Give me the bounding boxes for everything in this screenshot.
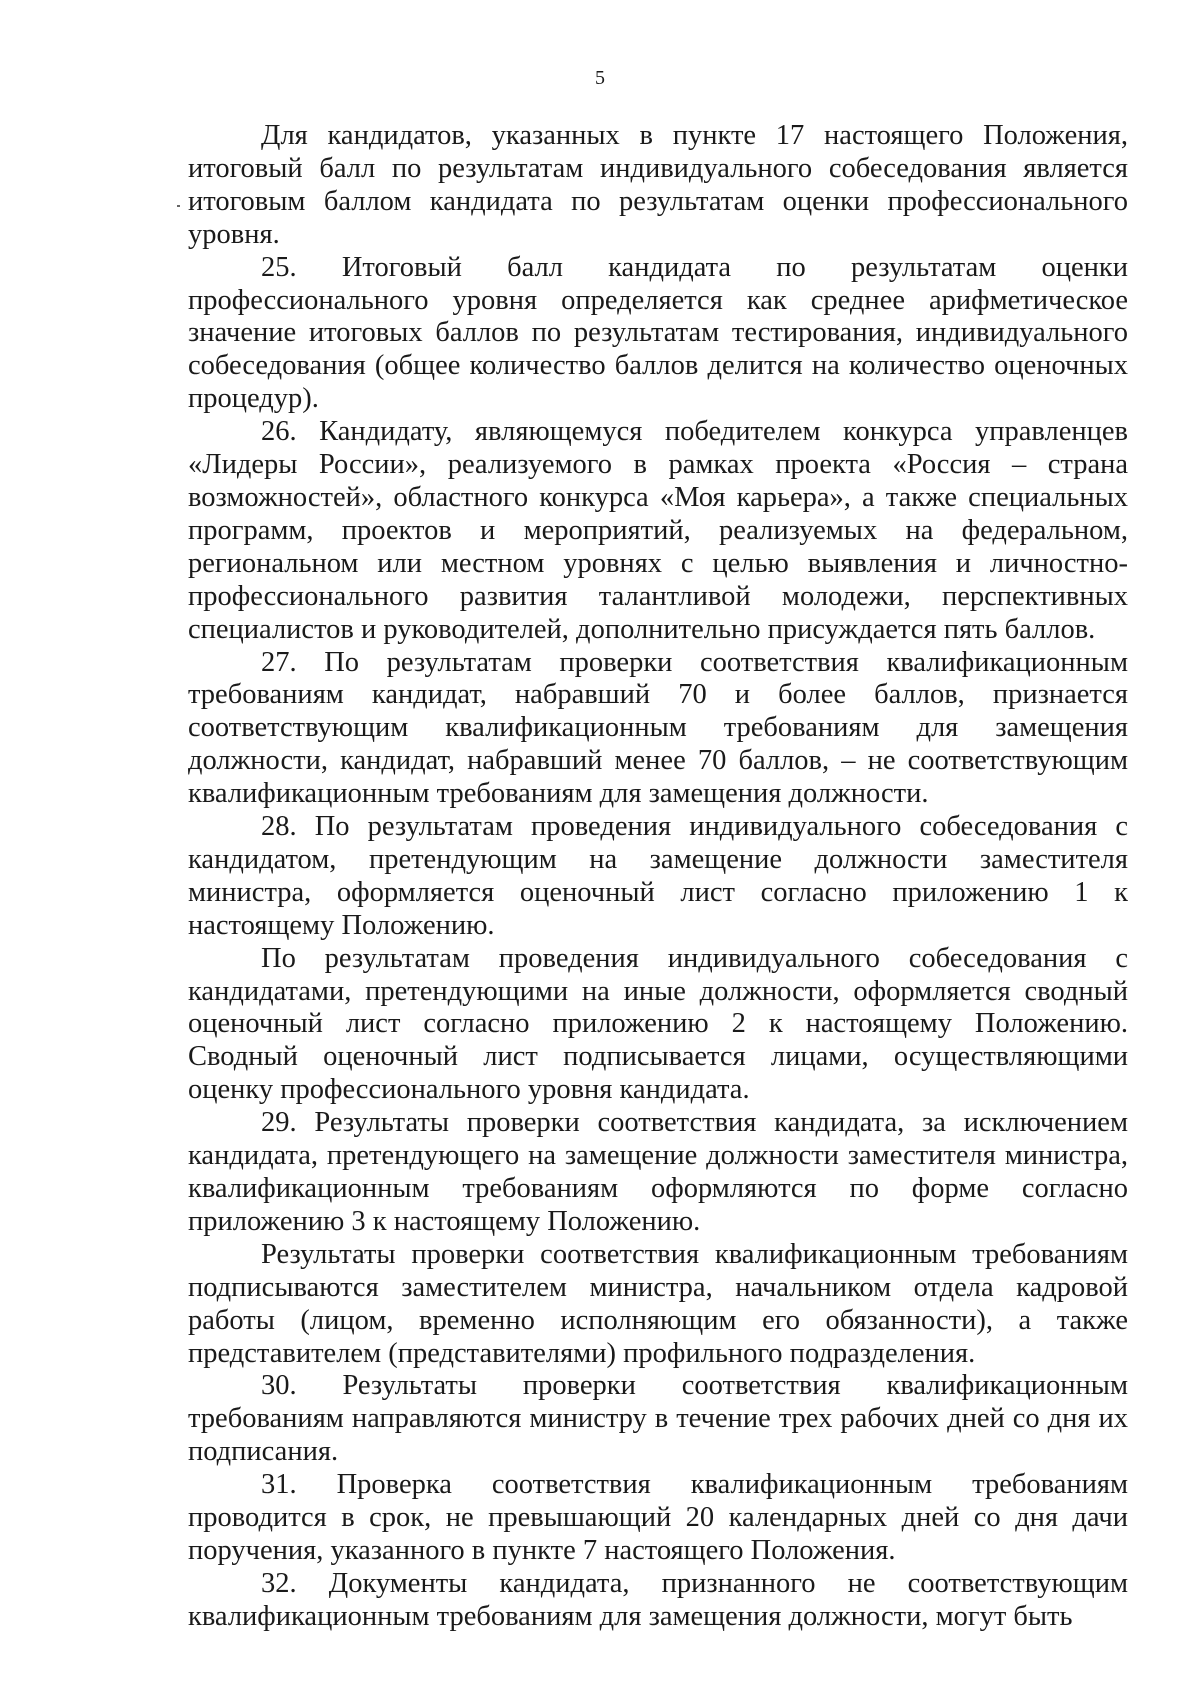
paragraph-28: 28. По результатам проведения индивидуального собеседования с кандидатом, претендующим на замещение должности заместителя министра, оформляется оценочный лист согласно приложению 1 к настоящему Положению. bbox=[188, 811, 1128, 941]
paragraph-32: 32. Документы кандидата, признанного не соответствующим квалификационным требованиям для замещения должности, могут быть bbox=[188, 1567, 1128, 1632]
paragraph-25: 25. Итоговый балл кандидата по результатам оценки профессионального уровня определяется как среднее арифметическое значение итоговых баллов по результатам тестирования, индивидуального собеседования (общее количество баллов делится на количество оценочных процедур). bbox=[188, 251, 1128, 415]
scan-artifact bbox=[177, 205, 180, 207]
paragraph-26: 26. Кандидату, являющемуся победителем конкурса управленцев «Лидеры России», реализуемого в рамках проекта «Россия – страна возможностей», областного конкурса «Моя карьера», а также специальных программ, проектов и мероприятий, реализуемых на федеральном, региональном или местном уровнях с целью выявления и личностно-профессионального развития талантливой молодежи, перспективных специалистов и руководителей, дополнительно присуждается пять баллов. bbox=[188, 416, 1128, 645]
paragraph-intro: Для кандидатов, указанных в пункте 17 настоящего Положения, итоговый балл по результатам индивидуального собеседования является итоговым баллом кандидата по результатам оценки профессионального уровня. bbox=[188, 120, 1128, 250]
paragraph-30: 30. Результаты проверки соответствия квалификационным требованиям направляются министру в течение трех рабочих дней со дня их подписания. bbox=[188, 1370, 1128, 1468]
document-body bbox=[188, 120, 1128, 1634]
paragraph-29: 29. Результаты проверки соответствия кандидата, за исключением кандидата, претендующего на замещение должности заместителя министра, квалификационным требованиям оформляются по форме согласно приложению 3 к настоящему Положению. bbox=[188, 1107, 1128, 1237]
paragraph-31: 31. Проверка соответствия квалификационным требованиям проводится в срок, не превышающий 20 календарных дней со дня дачи поручения, указанного в пункте 7 настоящего Положения. bbox=[188, 1469, 1128, 1566]
page-number: 5 bbox=[595, 67, 605, 89]
paragraph-27: 27. По результатам проверки соответствия квалификационным требованиям кандидат, набравший 70 и более баллов, признается соответствующим квалификационным требованиям для замещения должности, кандидат, набравший менее 70 баллов, – не соответствующим квалификационным требованиям для замещения должности. bbox=[188, 646, 1128, 810]
paragraph-28-continued: По результатам проведения индивидуального собеседования с кандидатами, претендующими на иные должности, оформляется сводный оценочный лист согласно приложению 2 к настоящему Положению. Сводный оценочный лист подписывается лицами, осуществляющими оценку профессионального уровня кандидата. bbox=[188, 942, 1128, 1106]
paragraph-29-continued: Результаты проверки соответствия квалификационным требованиям подписываются заместителем министра, начальником отдела кадровой работы (лицом, временно исполняющим его обязанности), а также представителем (представителями) профильного подразделения. bbox=[188, 1238, 1128, 1369]
